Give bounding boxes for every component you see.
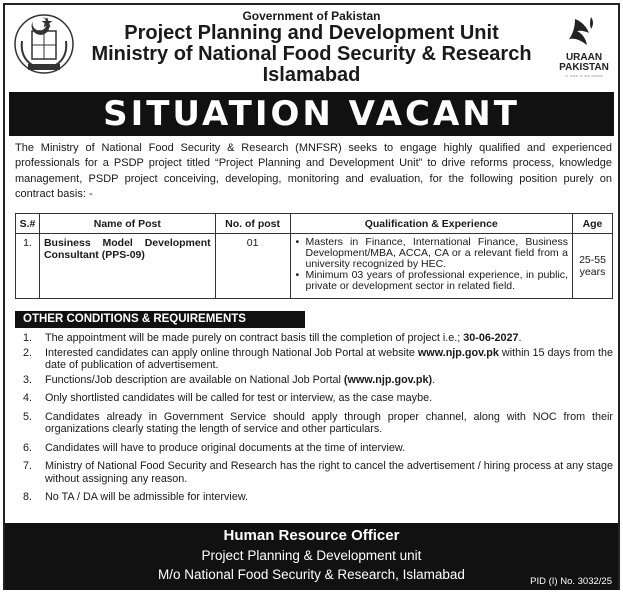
cell-post-name: Business Model Development Consultant (PPS-09)	[39, 234, 215, 299]
posts-table	[15, 213, 613, 299]
situation-vacant-banner: SITUATION VACANT	[9, 92, 614, 136]
condition-number: 5.	[23, 410, 33, 423]
condition-number: 6.	[23, 441, 33, 454]
condition-number: 1.	[23, 332, 33, 344]
condition-text-end: .	[518, 332, 522, 344]
pakistan-text: PAKISTAN	[559, 62, 609, 73]
cell-post-count: 01	[215, 234, 290, 299]
signatory-unit: Project Planning & Development unit	[201, 548, 422, 563]
condition-number: 3.	[23, 373, 33, 386]
conditions-heading: OTHER CONDITIONS & REQUIREMENTS	[15, 311, 305, 328]
condition-item	[15, 491, 613, 504]
condition-item	[15, 392, 613, 405]
condition-text-end: within 15 days from the date of publication of advertisement.	[45, 346, 613, 371]
uraan-bird-icon	[553, 11, 615, 51]
condition-item	[15, 374, 613, 387]
condition-item	[15, 332, 613, 345]
conditions-list	[15, 332, 613, 504]
header-qualification: Qualification & Experience	[290, 214, 572, 234]
condition-number: 8.	[23, 491, 33, 503]
condition-text: Only shortlisted candidates will be called for test or interview, as the case maybe.	[45, 392, 433, 404]
condition-text: Interested candidates can apply online through National Job Portal at website	[45, 346, 418, 359]
qualification-item: • Minimum 03 years of professional experience, in public, private or development sector in related field.	[295, 270, 568, 292]
header-name-of-post: Name of Post	[39, 214, 215, 234]
intro-paragraph: The Ministry of National Food Security & Research (MNFSR) seeks to engage highly qualified and experienced professionals for a PSDP project titled “Project Planning and Development Unit” to drive reforms process, knowledge management, PSDP project conceiving, developing, monitoring and evaluation, for the following position purely on contract basis: -	[15, 142, 612, 200]
signatory-title: Human Resource Officer	[223, 527, 400, 544]
condition-text: Candidates already in Government Service should apply through proper channel, along with NOC from their organizations clearly stating the length of service and other particulars.	[45, 410, 613, 435]
header-sno: S.#	[16, 214, 40, 234]
condition-text: No TA / DA will be admissible for interview.	[45, 491, 249, 503]
condition-text: Ministry of National Food Security and Research has the right to cancel the advertisement / hiring process at any stage without assigning any reason.	[45, 460, 613, 485]
condition-number: 7.	[23, 460, 33, 472]
ministry-title: Ministry of National Food Security & Research	[91, 43, 532, 65]
condition-number: 4.	[23, 392, 33, 404]
condition-number: 2.	[23, 346, 33, 359]
condition-text: Candidates will have to produce original documents at the time of interview.	[45, 441, 406, 454]
city-title: Islamabad	[262, 64, 361, 86]
header-no-of-post: No. of post	[215, 214, 290, 234]
unit-title: Project Planning and Development Unit	[124, 22, 499, 44]
pid-number: PID (I) No. 3032/25	[530, 576, 612, 587]
qualification-list	[295, 237, 568, 292]
condition-item	[15, 347, 613, 372]
advertisement-header	[5, 5, 618, 91]
cell-qualification	[290, 234, 572, 299]
condition-text: Functions/Job description are available on National Job Portal	[45, 373, 344, 386]
government-of-pakistan-label: Government of Pakistan	[242, 9, 381, 23]
condition-item	[15, 411, 613, 436]
condition-emphasis: www.njp.gov.pk	[417, 346, 499, 359]
cell-age: 25-55 years	[572, 234, 612, 299]
header-age: Age	[572, 214, 612, 234]
uraan-text: URAAN	[565, 52, 603, 63]
uraan-script-mark: ~ ~~~ ~ ~~ ~~~~	[565, 74, 603, 80]
cell-sno: 1.	[16, 234, 40, 299]
table-row	[16, 234, 613, 299]
advertisement-page	[3, 3, 620, 590]
table-header-row	[16, 214, 613, 234]
condition-item	[15, 442, 613, 455]
uraan-pakistan-logo	[553, 11, 615, 81]
condition-text-end: .	[432, 373, 436, 386]
condition-emphasis: 30-06-2027	[463, 332, 519, 344]
condition-emphasis: (www.njp.gov.pk)	[343, 373, 433, 386]
qualification-item: • Masters in Finance, International Finance, Business Development/MBA, ACCA, CA or a relevant field from a university recognized by HEC.	[295, 237, 568, 270]
condition-item	[15, 460, 613, 485]
advertisement-footer	[5, 523, 618, 590]
condition-text: The appointment will be made purely on contract basis till the completion of project i.e.;	[45, 332, 464, 344]
signatory-ministry: M/o National Food Security & Research, Islamabad	[158, 567, 465, 582]
